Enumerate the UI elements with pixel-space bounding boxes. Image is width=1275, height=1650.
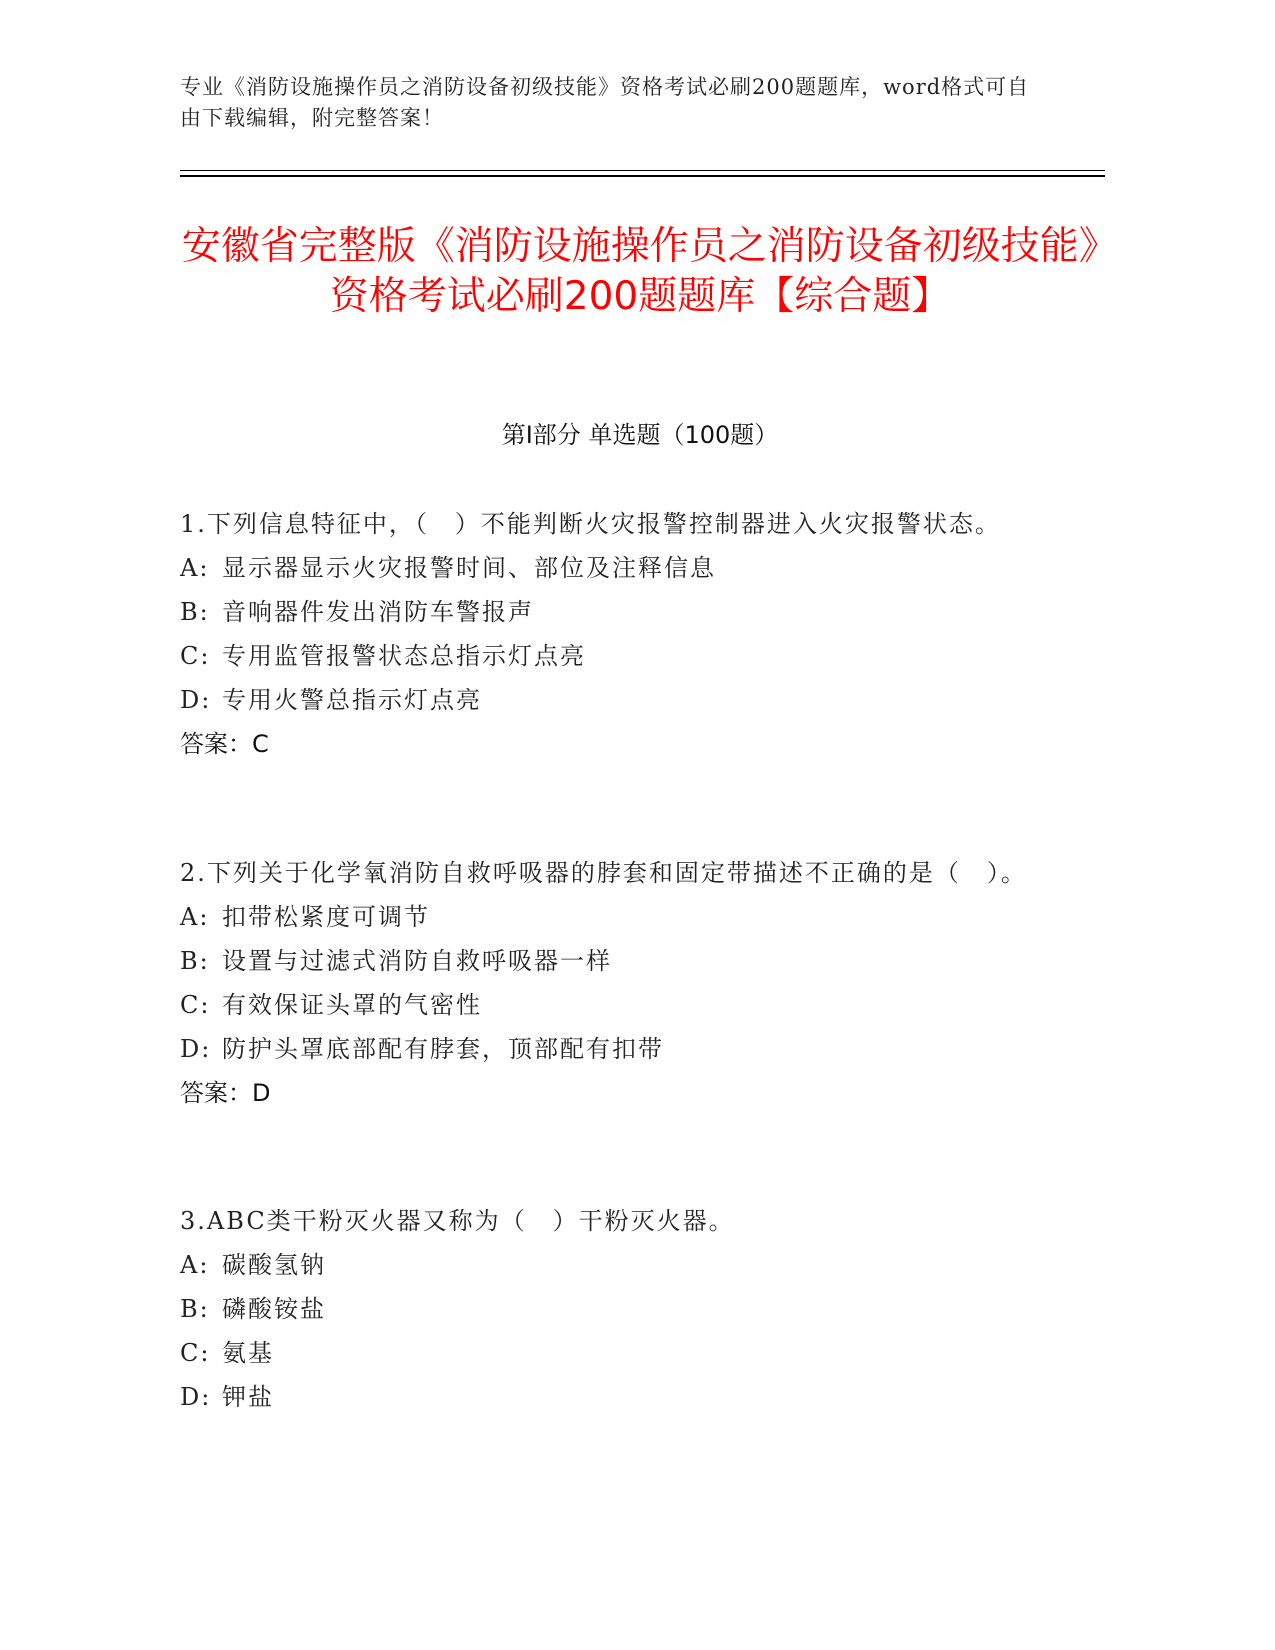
option-a <box>180 1243 1030 1287</box>
option-text: 显示器显示火灾报警时间、部位及注释信息 <box>222 554 716 582</box>
option-d <box>180 1375 1030 1419</box>
option-text: 碳酸氢钠 <box>222 1251 326 1279</box>
option-c <box>180 634 1030 678</box>
option-key: C: <box>180 1339 211 1367</box>
option-d <box>180 1027 1030 1071</box>
option-key: A: <box>180 903 210 931</box>
option-a <box>180 895 1030 939</box>
option-b <box>180 1287 1030 1331</box>
option-key: C: <box>180 642 211 670</box>
question-stem: 1.下列信息特征中，（ ）不能判断火灾报警控制器进入火灾报警状态。 <box>180 510 1001 538</box>
question-stem: 2.下列关于化学氧消防自救呼吸器的脖套和固定带描述不正确的是（ ）。 <box>180 859 1027 887</box>
option-text: 磷酸铵盐 <box>222 1295 326 1323</box>
header-note: 专业《消防设施操作员之消防设备初级技能》资格考试必刷200题题库，word格式可自由下载编辑，附完整答案！ <box>180 75 1030 130</box>
option-text: 有效保证头罩的气密性 <box>222 991 482 1019</box>
option-b <box>180 939 1030 983</box>
option-text: 扣带松紧度可调节 <box>222 903 430 931</box>
option-key: C: <box>180 991 211 1019</box>
option-b <box>180 590 1030 634</box>
option-d <box>180 678 1030 722</box>
option-key: A: <box>180 1251 210 1279</box>
section-title: 第I部分 单选题（100题） <box>501 421 779 449</box>
question-stem: 3.ABC类干粉灭火器又称为（ ）干粉灭火器。 <box>180 1207 735 1235</box>
option-key: D: <box>180 1383 212 1411</box>
question-3 <box>180 1199 1030 1419</box>
answer: 答案：D <box>180 1079 271 1107</box>
option-key: A: <box>180 554 210 582</box>
header-divider-thin <box>180 170 1105 171</box>
option-key: B: <box>180 1295 210 1323</box>
option-text: 专用监管报警状态总指示灯点亮 <box>222 642 586 670</box>
option-c <box>180 1331 1030 1375</box>
option-key: B: <box>180 947 210 975</box>
option-a <box>180 546 1030 590</box>
question-2 <box>180 851 1030 1115</box>
option-text: 专用火警总指示灯点亮 <box>222 686 482 714</box>
option-text: 音响器件发出消防车警报声 <box>222 598 534 626</box>
option-text: 氨基 <box>222 1339 274 1367</box>
answer: 答案：C <box>180 730 269 758</box>
header-divider-thick <box>180 175 1105 177</box>
option-text: 设置与过滤式消防自救呼吸器一样 <box>222 947 612 975</box>
option-text: 钾盐 <box>222 1383 274 1411</box>
option-key: D: <box>180 1035 212 1063</box>
document-title: 安徽省完整版《消防设施操作员之消防设备初级技能》资格考试必刷200题题库【综合题】 <box>181 224 1099 319</box>
option-text: 防护头罩底部配有脖套，顶部配有扣带 <box>222 1035 664 1063</box>
option-key: B: <box>180 598 210 626</box>
question-1 <box>180 502 1030 766</box>
option-key: D: <box>180 686 212 714</box>
option-c <box>180 983 1030 1027</box>
